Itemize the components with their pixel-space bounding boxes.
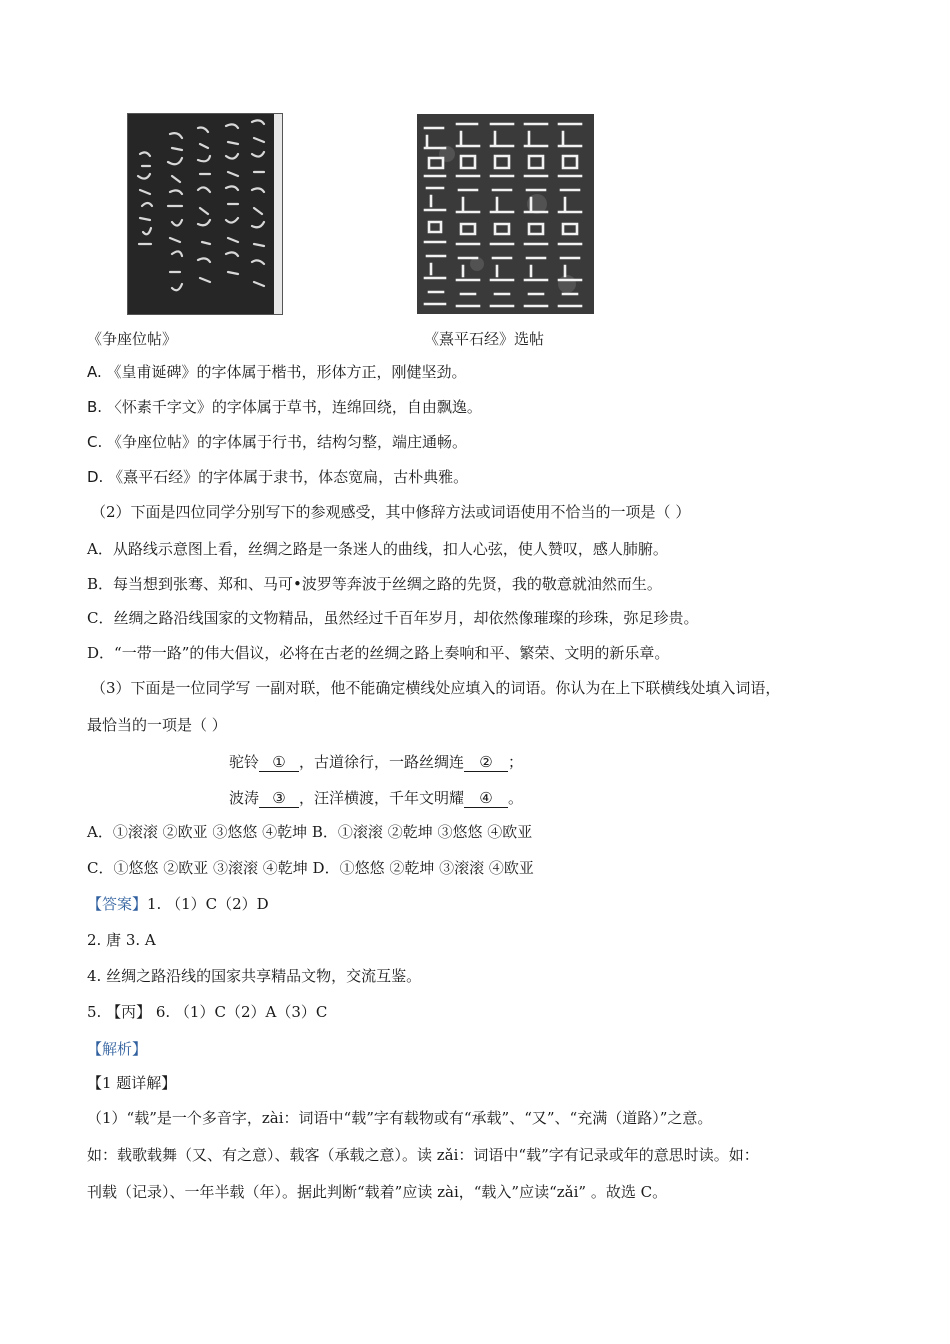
answer-line-2: 2. 唐 3. A [87,931,156,949]
blank-1: ① [259,753,299,772]
analysis-paragraph-2: 如：载歌载舞（又、有之意）、载客（承载之意）。读 zǎi：词语中“载”字有记录或年的意思时读。如： [87,1146,759,1164]
answer-line-5: 5. 【丙】 6. （1）C（2）A（3）C [87,1003,328,1021]
q2-stem: （2）下面是四位同学分别写下的参观感受，其中修辞方法或词语使用不恰当的一项是（ ） [91,503,691,521]
q3-options-row1: A．①滚滚 ②欧亚 ③悠悠 ④乾坤 B．①滚滚 ②乾坤 ③悠悠 ④欧亚 [87,823,533,841]
answer-line-4: 4. 丝绸之路沿线的国家共享精品文物，交流互鉴。 [87,967,422,985]
analysis-paragraph-3: 刊载（记录）、一年半载（年）。据此判断“载着”应读 zài，“载入”应读“zǎi” 。故选 C。 [87,1183,668,1201]
q1-option-d: D. 《熹平石经》的字体属于隶书，体态宽扁，古朴典雅。 [87,468,469,486]
answer-label: 【答案】 [87,895,148,913]
q2-option-d: D．“一带一路”的伟大倡议，必将在古老的丝绸之路上奏响和平、繁荣、文明的新乐章。 [87,644,670,662]
blank-3: ③ [259,789,299,808]
q2-option-c: C．丝绸之路沿线国家的文物精品，虽然经过千百年岁月，却依然像璀璨的珍珠，弥足珍贵。 [87,609,699,627]
q1-option-a: A. 《皇甫诞碑》的字体属于楷书，形体方正，刚健坚劲。 [87,363,467,381]
q3-stem-line1: （3）下面是一位同学写 一副对联，他不能确定横线处应填入的词语。你认为在上下联横线处填入词语， [91,679,781,697]
blank-2: ② [464,753,508,772]
analysis-paragraph-1: （1）“载”是一个多音字，zài：词语中“载”字有载物或有“承载”、“又”、“充满（道路）”之意。 [87,1109,713,1127]
q3-options-row2: C．①悠悠 ②欧亚 ③滚滚 ④乾坤 D．①悠悠 ②乾坤 ③滚滚 ④欧亚 [87,859,534,877]
q1-option-c: C. 《争座位帖》的字体属于行书，结构匀整，端庄通畅。 [87,433,468,451]
q1-option-b: B. 〈怀素千字文》的字体属于草书，连绵回绕，自由飘逸。 [87,398,482,416]
xiping-stone-classic-image [417,114,594,314]
couplet-upper: 驼铃 ① ，古道徐行，一路丝绸连 ② ； [229,753,524,771]
blank-4: ④ [464,789,508,808]
answer-line-1: 【答案】1. （1）C（2）D [87,895,269,913]
q2-option-b: B．每当想到张骞、郑和、马可•波罗等奔波于丝绸之路的先贤，我的敬意就油然而生。 [87,575,662,593]
zhengzuowei-calligraphy-image [127,113,283,315]
q2-option-a: A．从路线示意图上看，丝绸之路是一条迷人的曲线，扣人心弦，使人赞叹，感人肺腑。 [87,540,668,558]
q3-stem-line2: 最恰当的一项是（ ） [87,716,227,734]
image-caption-left: 《争座位帖》 [87,330,178,348]
image-caption-right: 《熹平石经》选帖 [424,330,545,348]
analysis-label: 【解析】 [87,1040,148,1058]
analysis-sub-label: 【1 题详解】 [87,1074,177,1092]
couplet-lower: 波涛 ③ ，汪洋横渡，千年文明耀 ④ 。 [229,789,524,807]
